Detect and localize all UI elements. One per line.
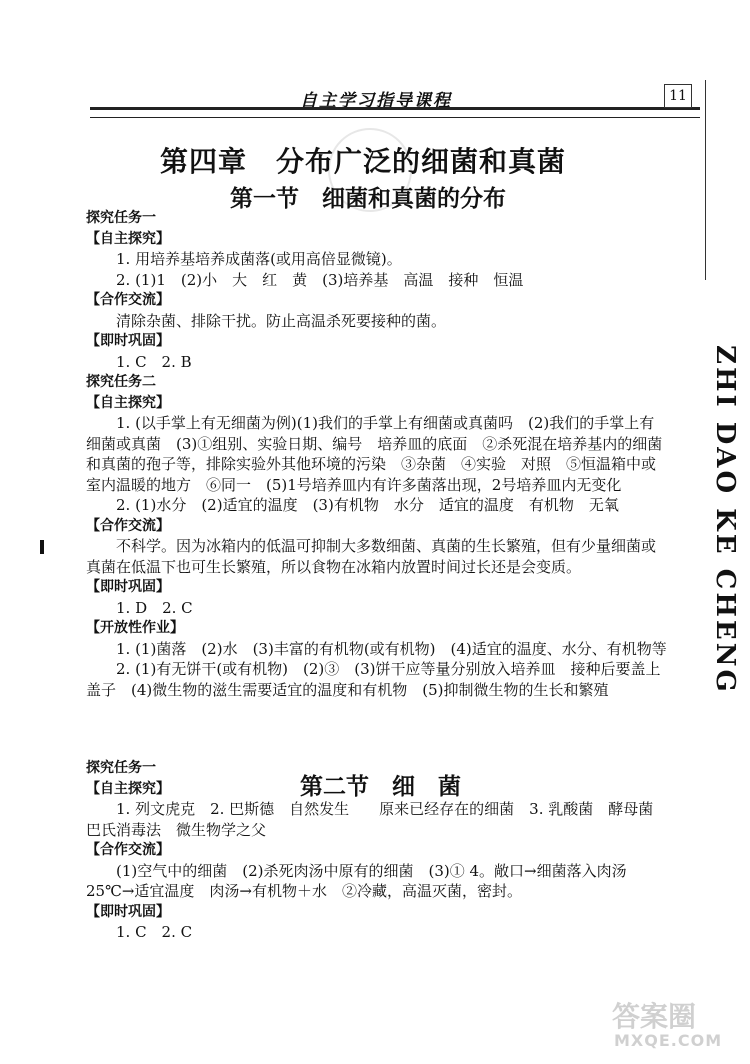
chapter-title: 第四章 分布广泛的细菌和真菌 xyxy=(160,145,567,178)
section-1-title: 第一节 细菌和真菌的分布 xyxy=(230,185,506,212)
section-gap xyxy=(86,700,666,758)
answer-paragraph: 不科学。因为冰箱内的低温可抑制大多数细菌、真菌的生长繁殖，但有少量细菌或真菌在低温下也可生长繁殖，所以食物在冰箱内放置时间过长还是会变质。 xyxy=(86,537,657,576)
header-rule xyxy=(90,107,700,118)
answer-paragraph: 1. (以手掌上有无细菌为例)(1)我们的手掌上有细菌或真菌吗 (2)我们的手掌上有细菌或真菌 (3)①组别、实验日期、编号 培养皿的底面 ②杀死混在培养基内的细菌和真菌的孢子等，排除实验外其他环境的污染 ③杂菌 ④实验 对照 ⑤恒温箱中或室内温暖的地方 ⑥同一 (5)1号培养皿内有许多菌落出现，2号培养皿内无变化 xyxy=(86,414,663,494)
answer-line: 1. D 2. C xyxy=(116,598,193,617)
answer-paragraph: 2. (1)有无饼干(或有机物) (2)③ (3)饼干应等量分别放入培养皿 接种后要盖上盖子 (4)微生物的滋生需要适宜的温度和有机物 (5)抑制微生物的生长和繁殖 xyxy=(86,660,661,699)
label-self-study: 【自主探究】 xyxy=(86,394,170,411)
label-consolidate: 【即时巩固】 xyxy=(86,333,170,349)
task-heading: 探究任务二 xyxy=(86,374,156,390)
label-consolidate: 【即时巩固】 xyxy=(86,903,170,920)
side-vertical-text: ZHI DAO KE CHENG xyxy=(710,345,740,695)
answer-paragraph: (1)空气中的细菌 (2)杀死肉汤中原有的细菌 (3)① 4。敞口→细菌落入肉汤 25℃→适宜温度 肉汤→有机物＋水 ②冷藏，高温灭菌，密封。 xyxy=(86,861,642,900)
label-consolidate: 【即时巩固】 xyxy=(86,579,170,595)
task-heading: 探究任务一 xyxy=(86,210,156,226)
header-title: 自主学习指导课程 xyxy=(300,91,452,111)
label-self-study: 【自主探究】 xyxy=(86,230,170,247)
answer-line: 2. (1)1 (2)小 大 红 黄 (3)培养基 高温 接种 恒温 xyxy=(116,270,524,289)
answer-line: 清除杂菌、排除干扰。防止高温杀死要接种的菌。 xyxy=(116,311,447,330)
answer-line: 1. (1)菌落 (2)水 (3)丰富的有机物(或有机物) (4)适宜的温度、水分、有机物等 xyxy=(116,639,667,658)
answer-line: 1. 用培养基培养成菌落(或用高倍显微镜)。 xyxy=(116,250,402,268)
page-number: 11 xyxy=(664,84,692,108)
answer-paragraph: 1. 列文虎克 2. 巴斯德 自然发生 原来已经存在的细菌 3. 乳酸菌 酵母菌 巴氏消毒法 微生物学之父 xyxy=(86,800,669,839)
page-content xyxy=(86,208,669,943)
answer-line: 2. (1)水分 (2)适宜的温度 (3)有机物 水分 适宜的温度 有机物 无氧 xyxy=(116,496,619,514)
watermark-url: MXQE.COM xyxy=(614,1031,723,1050)
label-cooperation: 【合作交流】 xyxy=(86,842,170,858)
label-self-study: 【自主探究】 xyxy=(86,780,170,797)
watermark-logo xyxy=(600,995,740,1055)
side-rule xyxy=(705,80,706,280)
answer-line: 1. C 2. B xyxy=(116,352,192,371)
task-heading: 探究任务一 xyxy=(86,760,156,776)
edge-mark xyxy=(40,540,44,554)
label-cooperation: 【合作交流】 xyxy=(86,292,170,308)
section-2-title: 第二节 细 菌 xyxy=(300,773,461,800)
label-open-homework: 【开放性作业】 xyxy=(86,620,184,636)
watermark-text: 答案圈 xyxy=(612,1000,697,1033)
answer-line: 1. C 2. C xyxy=(116,923,193,941)
label-cooperation: 【合作交流】 xyxy=(86,517,170,534)
